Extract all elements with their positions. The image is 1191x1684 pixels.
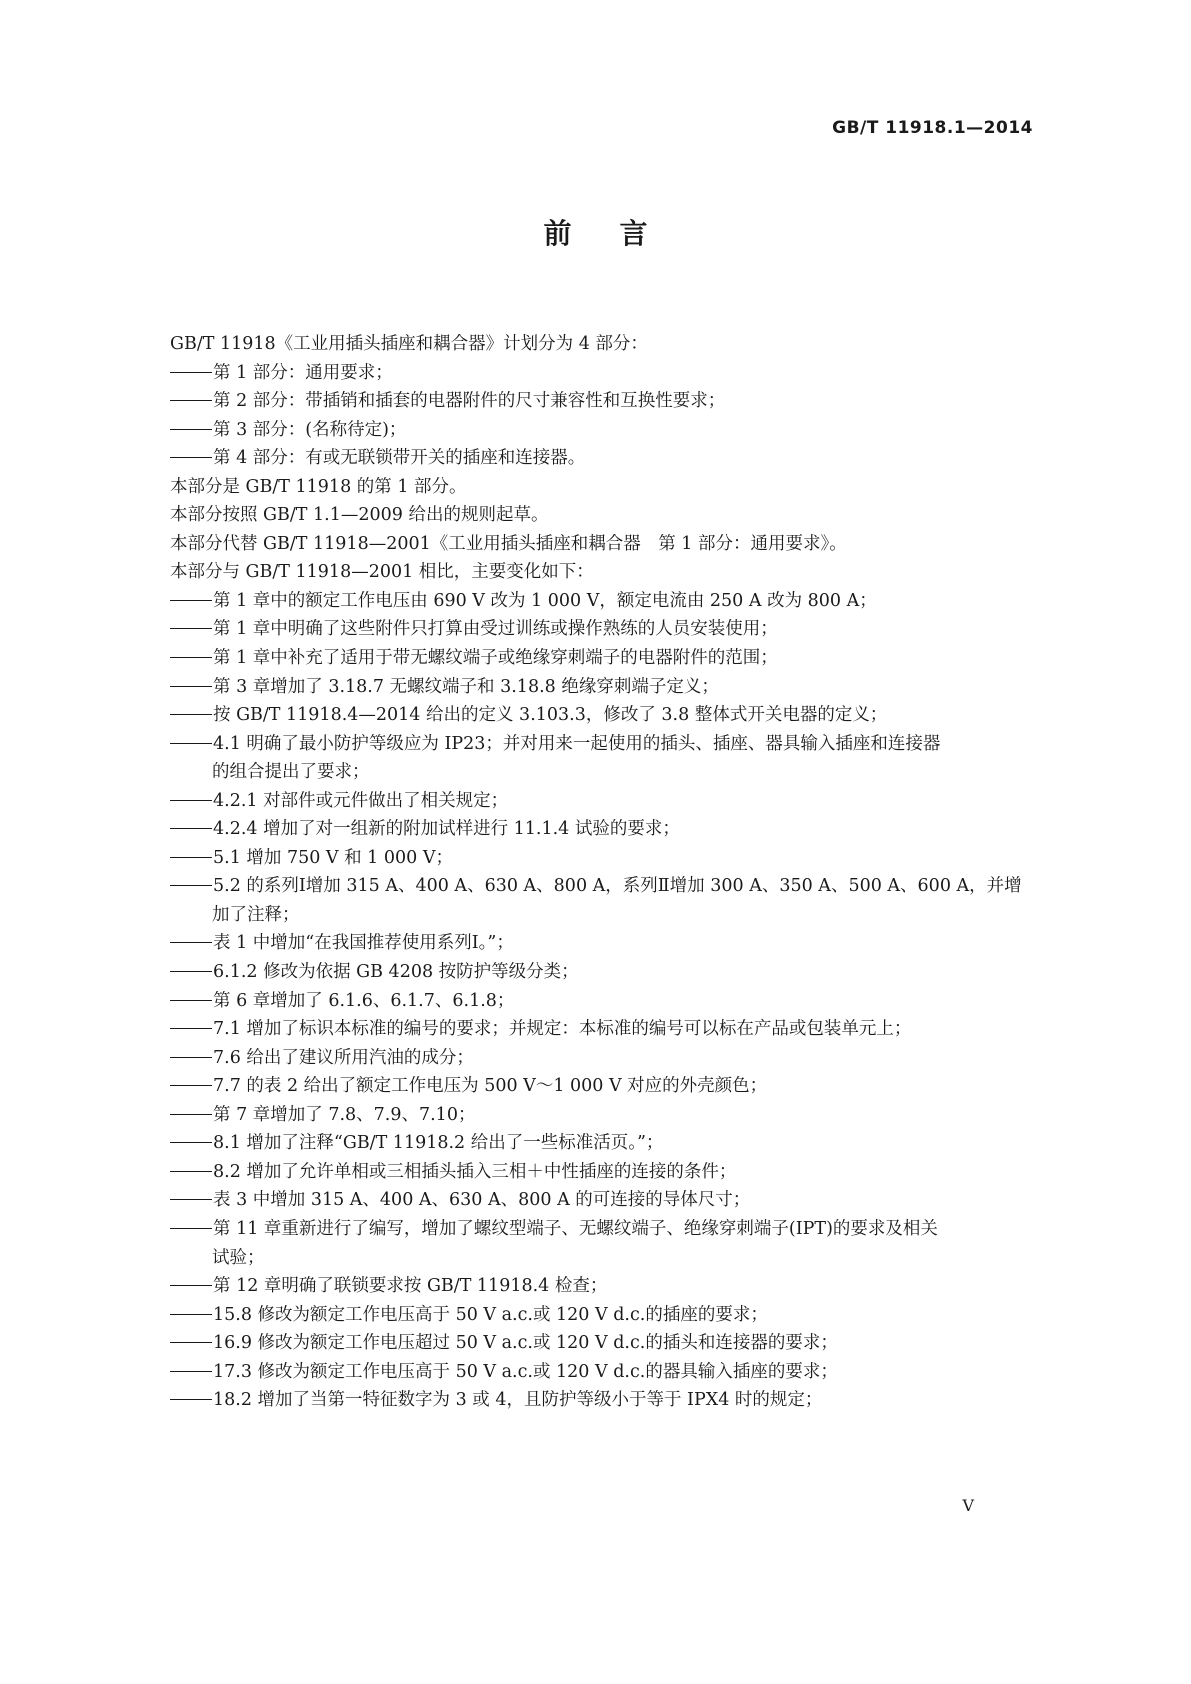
line-text: 16.9 修改为额定工作电压超过 50 V a.c.或 120 V d.c.的插头和连接器的要求； xyxy=(213,1333,838,1354)
em-dash-marker xyxy=(170,1028,212,1029)
line-text: 表 3 中增加 315 A、400 A、630 A、800 A 的可连接的导体尺寸； xyxy=(213,1190,751,1211)
paragraph-continuation xyxy=(170,901,1042,930)
foreword-body xyxy=(170,330,1042,1415)
line-text: 的组合提出了要求； xyxy=(212,762,370,783)
list-item xyxy=(170,815,1042,844)
list-item xyxy=(170,1044,1042,1073)
list-item xyxy=(170,787,1042,816)
em-dash-marker xyxy=(170,885,212,886)
em-dash-marker xyxy=(170,1114,212,1115)
em-dash-marker xyxy=(170,1085,212,1086)
list-item xyxy=(170,673,1042,702)
list-item xyxy=(170,1386,1042,1415)
em-dash-marker xyxy=(170,372,212,373)
list-item xyxy=(170,615,1042,644)
em-dash-marker xyxy=(170,1371,212,1372)
em-dash-marker xyxy=(170,657,212,658)
em-dash-marker xyxy=(170,1057,212,1058)
paragraph-line xyxy=(170,473,1042,502)
em-dash-marker xyxy=(170,1285,212,1286)
em-dash-marker xyxy=(170,1399,212,1400)
list-item xyxy=(170,359,1042,388)
line-text: 8.2 增加了允许单相或三相插头插入三相＋中性插座的连接的条件； xyxy=(213,1161,737,1182)
line-text: 第 7 章增加了 7.8、7.9、7.10； xyxy=(213,1104,476,1125)
em-dash-marker xyxy=(170,400,212,401)
line-text: 4.2.1 对部件或元件做出了相关规定； xyxy=(213,790,509,811)
paragraph-line xyxy=(170,501,1042,530)
list-item xyxy=(170,1272,1042,1301)
em-dash-marker xyxy=(170,942,212,943)
line-text: 加了注释； xyxy=(212,904,300,925)
line-text: 本部分按照 GB/T 1.1—2009 给出的规则起草。 xyxy=(170,505,549,526)
list-item xyxy=(170,1215,1042,1244)
list-item xyxy=(170,929,1042,958)
line-text: 15.8 修改为额定工作电压高于 50 V a.c.或 120 V d.c.的插座的要求； xyxy=(213,1304,768,1325)
line-text: 本部分是 GB/T 11918 的第 1 部分。 xyxy=(170,476,467,497)
line-text: 第 6 章增加了 6.1.6、6.1.7、6.1.8； xyxy=(213,990,515,1011)
em-dash-marker xyxy=(170,600,212,601)
line-text: 5.2 的系列Ⅰ增加 315 A、400 A、630 A、800 A，系列Ⅱ增加 300 A、350 A、500 A、600 A，并增 xyxy=(213,876,1022,897)
list-item xyxy=(170,444,1042,473)
paragraph-line xyxy=(170,330,1042,359)
list-item xyxy=(170,1101,1042,1130)
line-text: 第 11 章重新进行了编写，增加了螺纹型端子、无螺纹端子、绝缘穿刺端子(IPT)的要求及相关 xyxy=(213,1218,938,1239)
line-text: GB/T 11918《工业用插头插座和耦合器》计划分为 4 部分： xyxy=(170,334,648,354)
line-text: 第 4 部分：有或无联锁带开关的插座和连接器。 xyxy=(213,448,586,469)
list-item xyxy=(170,987,1042,1016)
paragraph-line xyxy=(170,558,1042,587)
line-text: 按 GB/T 11918.4—2014 给出的定义 3.103.3，修改了 3.8 整体式开关电器的定义； xyxy=(213,705,888,726)
em-dash-marker xyxy=(170,686,212,687)
list-item xyxy=(170,387,1042,416)
line-text: 第 3 章增加了 3.18.7 无螺纹端子和 3.18.8 绝缘穿刺端子定义； xyxy=(213,676,719,697)
line-text: 4.2.4 增加了对一组新的附加试样进行 11.1.4 试验的要求； xyxy=(213,819,680,840)
line-text: 第 1 章中的额定工作电压由 690 V 改为 1 000 V，额定电流由 250 A 改为 800 A； xyxy=(213,590,877,611)
line-text: 第 1 部分：通用要求； xyxy=(213,362,393,383)
list-item xyxy=(170,844,1042,873)
list-item xyxy=(170,958,1042,987)
list-item xyxy=(170,416,1042,445)
em-dash-marker xyxy=(170,857,212,858)
line-text: 本部分与 GB/T 11918—2001 相比，主要变化如下： xyxy=(170,562,594,583)
line-text: 8.1 增加了注释“GB/T 11918.2 给出了一些标准活页。”； xyxy=(213,1133,664,1154)
line-text: 第 1 章中明确了这些附件只打算由受过训练或操作熟练的人员安装使用； xyxy=(213,619,778,640)
list-item xyxy=(170,1358,1042,1387)
line-text: 7.6 给出了建议所用汽油的成分； xyxy=(213,1047,474,1068)
paragraph-continuation xyxy=(170,1244,1042,1273)
list-item xyxy=(170,1015,1042,1044)
paragraph-continuation xyxy=(170,758,1042,787)
list-item xyxy=(170,872,1042,901)
list-item xyxy=(170,1129,1042,1158)
page-number: V xyxy=(962,1496,974,1515)
em-dash-marker xyxy=(170,800,212,801)
line-text: 表 1 中增加“在我国推荐使用系列Ⅰ。”； xyxy=(213,933,514,954)
list-item xyxy=(170,701,1042,730)
em-dash-marker xyxy=(170,1228,212,1229)
em-dash-marker xyxy=(170,1199,212,1200)
line-text: 17.3 修改为额定工作电压高于 50 V a.c.或 120 V d.c.的器具输入插座的要求； xyxy=(213,1361,838,1382)
em-dash-marker xyxy=(170,743,212,744)
line-text: 7.1 增加了标识本标准的编号的要求；并规定：本标准的编号可以标在产品或包装单元上； xyxy=(213,1019,912,1040)
em-dash-marker xyxy=(170,1171,212,1172)
em-dash-marker xyxy=(170,714,212,715)
em-dash-marker xyxy=(170,1342,212,1343)
list-item xyxy=(170,730,1042,759)
line-text: 试验； xyxy=(212,1247,265,1268)
paragraph-line xyxy=(170,530,1042,559)
line-text: 本部分代替 GB/T 11918—2001《工业用插头插座和耦合器 第 1 部分：通用要求》。 xyxy=(170,533,847,554)
line-text: 18.2 增加了当第一特征数字为 3 或 4，且防护等级小于等于 IPX4 时的规定； xyxy=(213,1390,823,1411)
list-item xyxy=(170,1301,1042,1330)
list-item xyxy=(170,1329,1042,1358)
em-dash-marker xyxy=(170,828,212,829)
em-dash-marker xyxy=(170,457,212,458)
em-dash-marker xyxy=(170,628,212,629)
list-item xyxy=(170,1072,1042,1101)
em-dash-marker xyxy=(170,1142,212,1143)
em-dash-marker xyxy=(170,1000,212,1001)
line-text: 第 3 部分：(名称待定)； xyxy=(213,419,407,440)
list-item xyxy=(170,587,1042,616)
list-item xyxy=(170,1158,1042,1187)
line-text: 5.1 增加 750 V 和 1 000 V； xyxy=(213,847,453,868)
line-text: 第 1 章中补充了适用于带无螺纹端子或绝缘穿刺端子的电器附件的范围； xyxy=(213,648,778,669)
line-text: 第 2 部分：带插销和插套的电器附件的尺寸兼容性和互换性要求； xyxy=(213,391,726,412)
em-dash-marker xyxy=(170,971,212,972)
line-text: 第 12 章明确了联锁要求按 GB/T 11918.4 检查； xyxy=(213,1276,608,1297)
em-dash-marker xyxy=(170,429,212,430)
line-text: 7.7 的表 2 给出了额定工作电压为 500 V～1 000 V 对应的外壳颜色； xyxy=(213,1076,768,1097)
em-dash-marker xyxy=(170,1314,212,1315)
list-item xyxy=(170,1186,1042,1215)
standard-number: GB/T 11918.1—2014 xyxy=(832,118,1033,138)
line-text: 6.1.2 修改为依据 GB 4208 按防护等级分类； xyxy=(213,962,579,983)
list-item xyxy=(170,644,1042,673)
line-text: 4.1 明确了最小防护等级应为 IP23；并对用来一起使用的插头、插座、器具输入插座和连接器 xyxy=(213,733,941,754)
page-title: 前言 xyxy=(543,217,696,250)
